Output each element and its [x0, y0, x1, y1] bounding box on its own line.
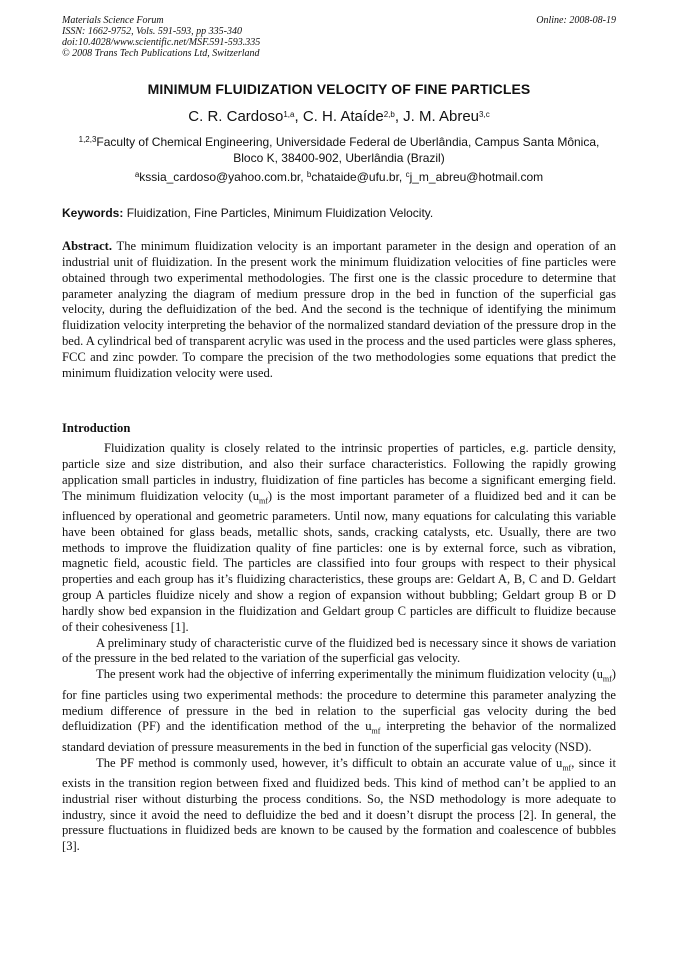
email-address[interactable]: chataide@ufu.br — [311, 170, 399, 184]
abstract-text: The minimum fluidization velocity is an important parameter in the design and operation of an industrial unit of fluidization. In the present work the minimum fluidization velocities of fine particles were obtained through two experimental methodologies. The first one is the classic procedure to determine that parameter analyzing the diagram of medium pressure drop in the bed in function of the superficial gas velocity, during the defluidization of the bed. And the second is the technique of identifying the minimum fluidization velocity interpreting the behavior of the normalized standard deviation of the pressure drop in the bed. A cylindrical bed of transparent acrylic was used in the process and the used particles were glass spheres, FCC and zinc powder. To compare the precision of the two methodologies some equations that predict the minimum fluidization velocity were used. — [62, 239, 616, 380]
introduction-body — [62, 441, 616, 855]
affiliation-line-2: Bloco K, 38400-902, Uberlândia (Brazil) — [233, 151, 445, 165]
paragraph-text: , since it exists in the transition region between fixed and fluidized beds. This kind of method can’t be applied to an industrial riser without disturbing the process conditions. So, the NSD methodology is more adequate to industry, since it avoid the need to defluidize the bed and it doesn’t disrupt the process [2]. In general, the pressure fluctuations in fluidized beds are known to be caused by the formation and coalescence of bubbles [3]. — [62, 755, 616, 854]
subscript: mf — [562, 763, 572, 773]
author-affiliation-mark: 3,c — [479, 110, 490, 119]
paragraph — [62, 441, 616, 636]
author-affiliation-mark: 2,b — [383, 110, 395, 119]
author-affiliation-mark: 1,a — [283, 110, 295, 119]
affiliation — [60, 134, 618, 166]
email-address[interactable]: j_m_abreu@hotmail.com — [409, 170, 544, 184]
email-mark: b — [306, 170, 312, 179]
paper-title: MINIMUM FLUIDIZATION VELOCITY OF FINE PARTICLES — [147, 81, 531, 97]
affiliation-mark: 1,2,3 — [78, 135, 97, 144]
paragraph-text: ) for fine particles using two experimental methods: the procedure to determine this parameter analyzing the medium difference of pressure in the bed in relation to the superficial gas velocity during the bed defluidization (PF) and the identification method of the u — [62, 667, 616, 734]
email-separator: , — [398, 170, 406, 184]
section-heading-introduction: Introduction — [62, 421, 131, 435]
paragraph-text: interpreting the behavior of the normalized standard deviation of pressure measurements in the bed in function of the superficial gas velocity (NSD). — [62, 719, 616, 754]
email-mark: c — [405, 170, 410, 179]
author-name: C. H. Ataíde — [302, 108, 384, 125]
paragraph — [62, 667, 616, 755]
paragraph-text: A preliminary study of characteristic curve of the fluidized bed is necessary since it shows de variation of the pressure in the bed related to the variation of the superficial gas velocity. — [62, 635, 616, 666]
author-name: C. R. Cardoso — [188, 108, 284, 125]
paragraph-text: The present work had the objective of inferring experimentally the minimum fluidization velocity (u — [96, 667, 603, 682]
issn-line: ISSN: 1662-9752, Vols. 591-593, pp 335-340 — [62, 26, 242, 37]
journal-name: Materials Science Forum — [62, 15, 164, 26]
paragraph-text: The PF method is commonly used, however, it’s difficult to obtain an accurate value of u — [96, 755, 563, 770]
paragraph-text: Fluidization quality is closely related to the intrinsic properties of particles, e.g. particle density, particle size and size distribution, and also their surface characteristics. Following the rapidly growing application small particles in industry, fluidization of fine particles has become a significant emerging field. The minimum fluidization velocity (u — [62, 441, 616, 503]
paragraph — [62, 636, 616, 668]
paragraph — [62, 756, 616, 856]
keywords — [62, 205, 616, 221]
copyright-line: © 2008 Trans Tech Publications Ltd, Switzerland — [62, 48, 260, 59]
author-separator: , — [394, 108, 404, 125]
author-list — [62, 107, 616, 126]
author-separator: , — [294, 108, 303, 125]
author-name: J. M. Abreu — [403, 108, 480, 125]
affiliation-line-1: Faculty of Chemical Engineering, Universidade Federal de Uberlândia, Campus Santa Mônica, — [96, 135, 600, 149]
doi-line[interactable]: doi:10.4028/www.scientific.net/MSF.591-593.335 — [62, 37, 261, 48]
subscript: mf — [602, 674, 612, 684]
subscript: mf — [371, 726, 381, 736]
email-separator: , — [300, 170, 307, 184]
online-date: Online: 2008-08-19 — [536, 15, 616, 26]
keywords-label: Keywords: — [62, 206, 124, 220]
email-address[interactable]: kssia_cardoso@yahoo.com.br — [139, 170, 301, 184]
paragraph-text: ) is the most important parameter of a fluidized bed and it can be influenced by operational and geometric parameters. Until now, many equations for calculating this variable have been obtained for glass beads, metallic shots, sands, cracking catalysts, etc. Usually, there are two methods to improve the fluidization quality of fine particles: one is by external force, such as vibration, magnetic field, acoustic field. The particles are classified into four groups with respect to their physical properties and each group has it’s fluidizing characteristics, these groups are: Geldart A, B, C and D. Geldart group A particles fluidize nicely and show a region of expansion without bubbling; Geldart group B or D hardly show bed expansion in the fluidization and Geldart group C particles are difficult to fluidize because of their cohesiveness [1]. — [62, 488, 617, 634]
keywords-text: Fluidization, Fine Particles, Minimum Fluidization Velocity. — [123, 206, 434, 220]
abstract — [62, 239, 616, 382]
subscript: mf — [259, 496, 268, 506]
email-list — [62, 169, 616, 185]
journal-header — [62, 15, 616, 59]
email-mark: a — [134, 170, 140, 179]
abstract-label: Abstract. — [62, 239, 113, 253]
